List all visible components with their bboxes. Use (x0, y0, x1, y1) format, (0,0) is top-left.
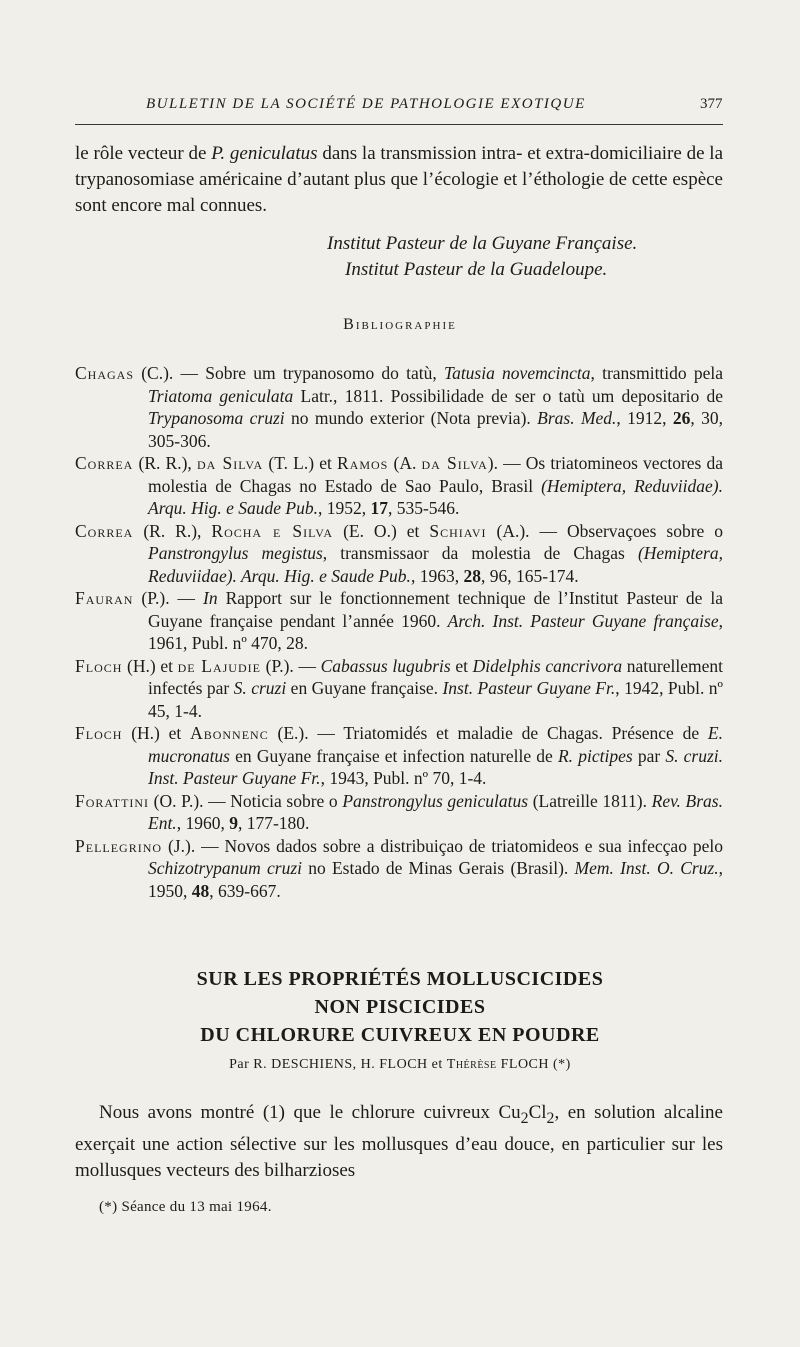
reference-fauran: Fauran (P.). — In Rapport sur le fonctionnement technique de l’Institut Pasteur de la Guyane française pendant l’année 1960. Arch. Inst. Pasteur Guyane française, 1961, Publ. nº 470, 28. (75, 588, 723, 653)
affiliation-guadeloupe: Institut Pasteur de la Guadeloupe. (345, 259, 608, 280)
running-title: BULLETIN DE LA SOCIÉTÉ DE PATHOLOGIE EXOTIQUE (146, 96, 586, 112)
header-rule (75, 124, 723, 125)
reference-correa-1952: Correa (R. R.), da Silva (T. L.) et Ramos (A. da Silva). — Os triatomineos vectores da molestia de Chagas no Estado de Sao Paulo, Brasil (Hemiptera, Reduviidae). Arqu. Hig. e Saude Pub., 1952, 17, 535-546. (75, 453, 724, 518)
title-line-1: SUR LES PROPRIÉTÉS MOLLUSCICIDES (196, 968, 604, 990)
article-body-paragraph: Nous avons montré (1) que le chlorure cuivreux $Cu_2Cl_2$, en solution alcaline exerçait une action sélective sur les mollusques d’eau douce, en particulier sur les mollusques vecteurs des bilharzioses (75, 1102, 723, 1181)
bibliography-heading: Bibliographie (343, 316, 457, 333)
reference-forattini: Forattini (O. P.). — Noticia sobre o Panstrongylus geniculatus (Latreille 1811). Rev. Bras. Ent., 1960, 9, 177-180. (75, 790, 723, 833)
intro-paragraph: le rôle vecteur de P. geniculatus dans la transmission intra- et extra-domiciliaire de la trypanosomiase américaine d’autant plus que l’écologie et l’éthologie de cette espèce sont encore mal connues. (75, 143, 723, 216)
title-line-2: NON PISCICIDES (314, 996, 486, 1018)
reference-floch-lajudie: Floch (H.) et de Lajudie (P.). — Cabassus lugubris et Didelphis cancrivora naturellement infectés par S. cruzi en Guyane française. Inst. Pasteur Guyane Fr., 1942, Publ. nº 45, 1-4. (75, 655, 723, 721)
reference-chagas: Chagas (C.). — Sobre um trypanosomo do tatù, Tatusia novemcincta, transmittido pela Triatoma geniculata Latr., 1811. Possibilidade de ser o tatù um depositario de Trypanosoma cruzi no mundo exterior (Nota previa). Bras. Med., 1912, 26, 30, 305-306. (75, 363, 724, 451)
reference-pellegrino: Pellegrino (J.). — Novos dados sobre a distribuiçao de triatomideos e sua infecçao pelo Schizotrypanum cruzi no Estado de Minas Gerais (Brasil). Mem. Inst. O. Cruz., 1950, 48, 639-667. (75, 835, 723, 901)
reference-floch-abonnenc: Floch (H.) et Abonnenc (E.). — Triatomidés et maladie de Chagas. Présence de E. mucronatus en Guyane française et infection naturelle de R. pictipes par S. cruzi. Inst. Pasteur Guyane Fr., 1943, Publ. nº 70, 1-4. (75, 723, 724, 788)
page-number: 377 (700, 96, 723, 112)
running-head (0, 96, 800, 118)
footnote: (*) Séance du 13 mai 1964. (99, 1199, 272, 1215)
reference-correa-1963: Correa (R. R.), Rocha e Silva (E. O.) et Schiavi (A.). — Observaçoes sobre o Panstrongylus megistus, transmissaor da molestia de Chagas (Hemiptera, Reduviidae). Arqu. Hig. e Saude Pub., 1963, 28, 96, 165-174. (75, 520, 724, 586)
author-byline: Par R. DESCHIENS, H. FLOCH et Thérèse FLOCH (*) (229, 1057, 571, 1072)
article-title (0, 965, 800, 1049)
bibliography-list (75, 362, 723, 902)
affiliation-guyane: Institut Pasteur de la Guyane Française. (327, 233, 638, 254)
title-line-3: DU CHLORURE CUIVREUX EN POUDRE (200, 1024, 600, 1046)
